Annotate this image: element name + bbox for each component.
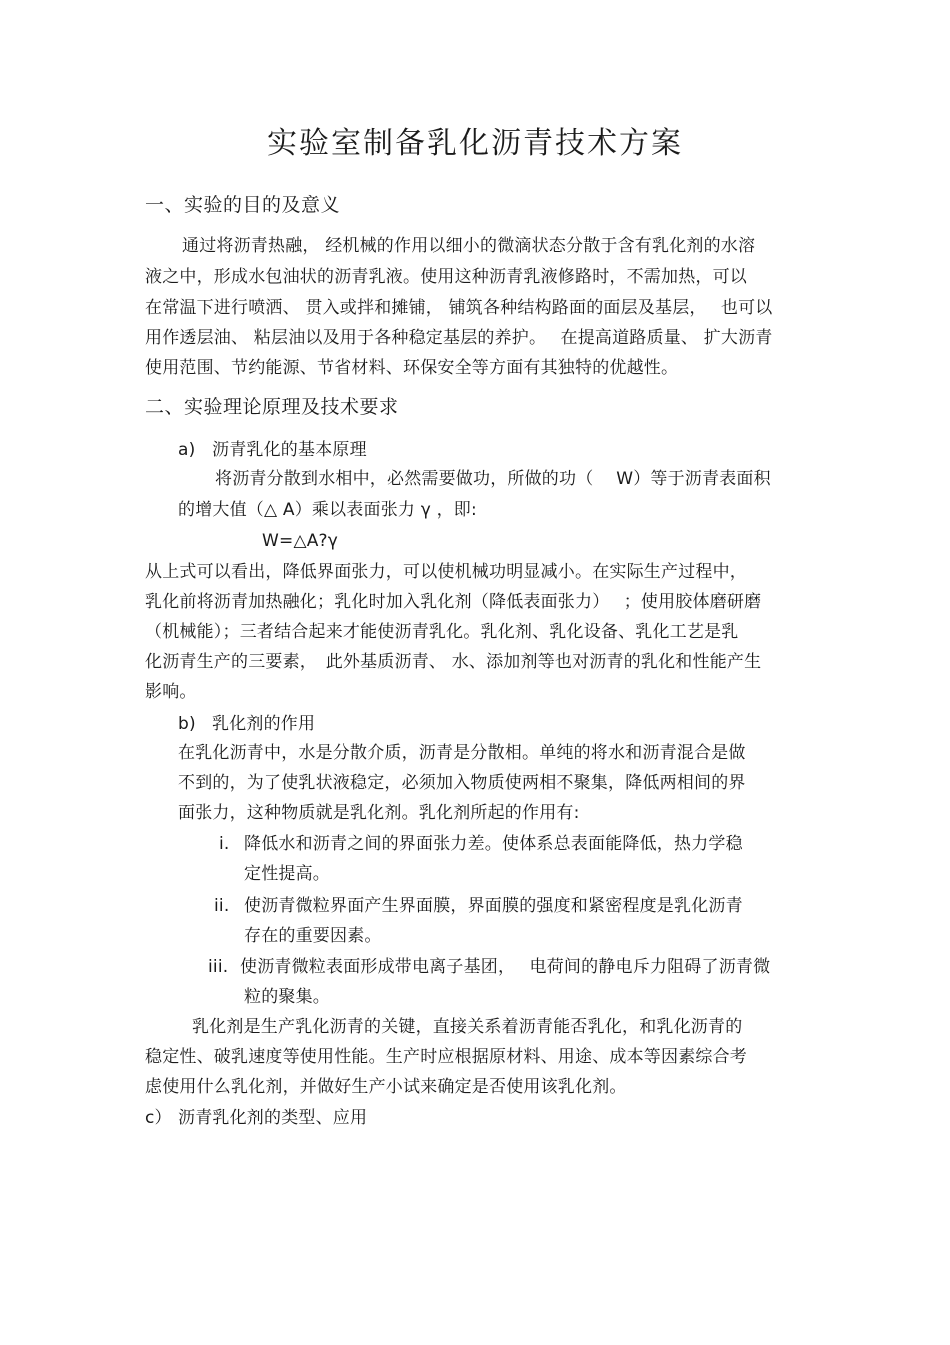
subsection-c-label: c） (145, 1108, 172, 1128)
paragraph-line: 从上式可以看出，降低界面张力，可以使机械功明显减小。在实际生产过程中， (145, 562, 747, 582)
paragraph-line: 影响。 (145, 682, 197, 702)
list-item-text: 存在的重要因素。 (244, 926, 382, 946)
paragraph-line: 用作透层油、 粘层油以及用于各种稳定基层的养护。 在提高道路质量、 扩大沥青 (145, 328, 773, 348)
paragraph-line: 稳定性、破乳速度等使用性能。生产时应根据原材料、用途、成本等因素综合考 (145, 1047, 747, 1067)
paragraph-line: 使用范围、节约能源、节省材料、环保安全等方面有其独特的优越性。 (145, 358, 679, 378)
list-item-text: 定性提高。 (244, 864, 330, 884)
subsection-a-title: 沥青乳化的基本原理 (212, 440, 367, 460)
paragraph-line: 的增大值（△ A）乘以表面张力 γ ，即: (178, 500, 477, 520)
subsection-b-title: 乳化剂的作用 (212, 714, 316, 734)
paragraph-line: 在常温下进行喷洒、 贯入或拌和摊铺， 铺筑各种结构路面的面层及基层， 也可以 (145, 298, 773, 318)
paragraph-line: （机械能）；三者结合起来才能使沥青乳化。乳化剂、乳化设备、乳化工艺是乳 (145, 622, 739, 642)
subsection-b-label: b) (178, 714, 196, 734)
formula: W=△A?γ (262, 531, 339, 551)
paragraph-line: 在乳化沥青中，水是分散介质，沥青是分散相。单纯的将水和沥青混合是做 (178, 743, 746, 763)
paragraph-line: 化沥青生产的三要素， 此外基质沥青、 水、添加剂等也对沥青的乳化和性能产生 (145, 652, 762, 672)
subsection-c-title: 沥青乳化剂的类型、应用 (178, 1108, 368, 1128)
paragraph-line: 不到的，为了使乳状液稳定，必须加入物质使两相不聚集，降低两相间的界 (178, 773, 746, 793)
paragraph-line: 将沥青分散到水相中，必然需要做功，所做的功（ W）等于沥青表面积 (215, 469, 771, 489)
paragraph-line: 液之中，形成水包油状的沥青乳液。使用这种沥青乳液修路时，不需加热，可以 (145, 267, 747, 287)
subsection-a-label: a) (178, 440, 196, 460)
list-item-text: 降低水和沥青之间的界面张力差。使体系总表面能降低，热力学稳 (244, 834, 743, 854)
paragraph-line: 通过将沥青热融， 经机械的作用以细小的微滴状态分散于含有乳化剂的水溶 (182, 236, 756, 256)
list-item-number: i. (219, 834, 230, 854)
list-item-text: 使沥青微粒表面形成带电离子基团， 电荷间的静电斥力阻碍了沥青微 (240, 957, 771, 977)
paragraph-line: 乳化前将沥青加热融化；乳化时加入乳化剂（降低表面张力） ；使用胶体磨研磨 (145, 592, 762, 612)
list-item-number: ii. (214, 896, 230, 916)
paragraph-line: 面张力，这种物质就是乳化剂。乳化剂所起的作用有: (178, 803, 580, 823)
list-item-text: 使沥青微粒界面产生界面膜，界面膜的强度和紧密程度是乳化沥青 (244, 896, 743, 916)
section-2-heading: 二、实验理论原理及技术要求 (145, 396, 399, 418)
paragraph-line: 乳化剂是生产乳化沥青的关键，直接关系着沥青能否乳化，和乳化沥青的 (192, 1017, 743, 1037)
page-title: 实验室制备乳化沥青技术方案 (267, 126, 683, 161)
list-item-text: 粒的聚集。 (244, 987, 330, 1007)
list-item-number: iii. (208, 957, 229, 977)
section-1-heading: 一、实验的目的及意义 (145, 194, 341, 216)
paragraph-line: 虑使用什么乳化剂，并做好生产小试来确定是否使用该乳化剂。 (145, 1077, 627, 1097)
